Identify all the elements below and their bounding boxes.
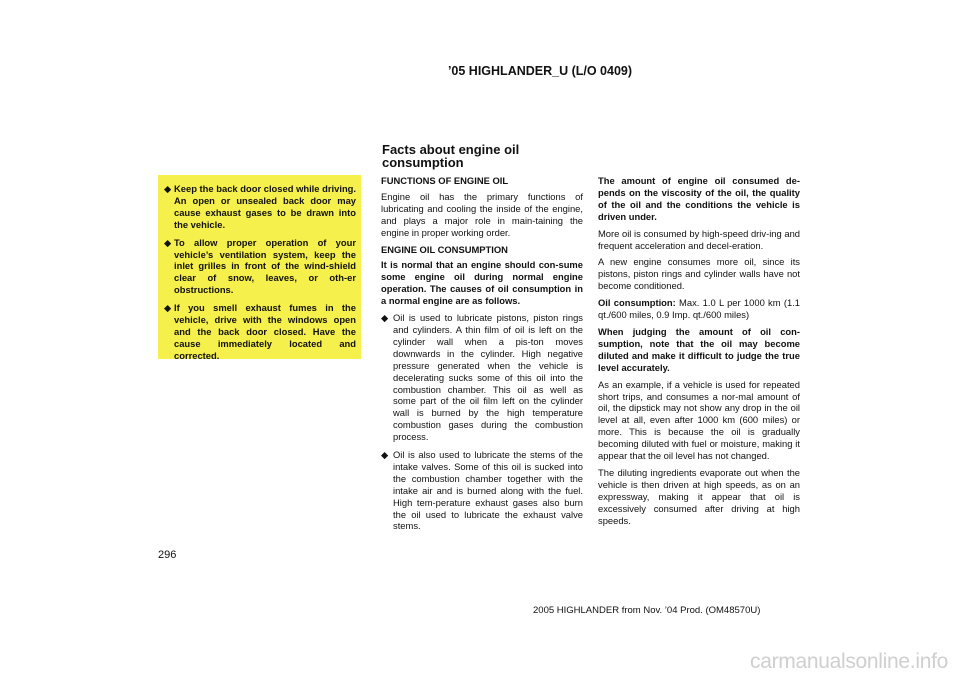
example-text: As an example, if a vehicle is used for repeated short trips, and consumes a nor-mal amount of oil, the dipstick may not show any drop in the oil level at all, even after 1000 km (600 miles) or more. This is because the oil is gradually becoming diluted with fuel or moisture, making it appear that the oil level has not changed. bbox=[598, 378, 800, 462]
driving-note: More oil is consumed by high-speed driv-ing and frequent acceleration and decel-eration. bbox=[598, 227, 800, 251]
diamond-bullet-icon: ◆ bbox=[381, 312, 389, 324]
section-title: Facts about engine oil consumption bbox=[382, 142, 520, 170]
caution-box bbox=[158, 175, 361, 359]
oil-consumption-label: Oil consumption: bbox=[598, 297, 676, 309]
oil-consumption-spec bbox=[598, 297, 800, 321]
watermark-text: carmanualsonline.info bbox=[750, 650, 948, 673]
diamond-bullet-icon: ◆ bbox=[164, 236, 172, 248]
consumption-heading: ENGINE OIL CONSUMPTION bbox=[381, 243, 508, 255]
functions-heading: FUNCTIONS OF ENGINE OIL bbox=[381, 175, 509, 186]
new-engine-note: A new engine consumes more oil, since its pistons, piston rings and cylinder walls have not become conditioned. bbox=[598, 256, 800, 292]
diamond-bullet-icon: ◆ bbox=[381, 449, 389, 461]
cause-item bbox=[381, 449, 583, 532]
document-header: ’05 HIGHLANDER_U (L/O 0409) bbox=[447, 64, 633, 78]
caution-item bbox=[164, 302, 356, 362]
functions-text: Engine oil has the primary functions of lubricating and cooling the inside of the engine, and plays a major role in main-taining the engine in proper working order. bbox=[381, 190, 583, 238]
cause-text: Oil is also used to lubricate the stems of the intake valves. Some of this oil is sucked into the combustion chamber together with the intake air and is burned along with the fuel. High tem-perature exhaust gases also burn the oil used to lubricate the exhaust valve stems. bbox=[393, 449, 583, 532]
consumption-intro: It is normal that an engine should con-sume some engine oil during normal engine operation. The causes of oil consumption in a normal engine are as follows. bbox=[381, 259, 583, 307]
diluting-text: The diluting ingredients evaporate out when the vehicle is then driven at high speeds, as on an expressway, making it appear that oil is excessively consumed after driving at high speeds. bbox=[598, 466, 800, 526]
page-number: 296 bbox=[158, 549, 177, 561]
cause-item bbox=[381, 312, 583, 443]
caution-item-text: Keep the back door closed while driving. An open or unsealed back door may cause exhaust gases to be drawn into the vehicle. bbox=[174, 183, 356, 230]
document-footer: 2005 HIGHLANDER from Nov. ’04 Prod. (OM48570U) bbox=[533, 605, 761, 616]
right-column bbox=[598, 175, 800, 531]
oil-consumption-value: Max. 1.0 L per 1000 km (1.1 qt./600 miles, 0.9 Imp. qt./600 miles) bbox=[598, 297, 800, 321]
caution-item-text: To allow proper operation of your vehicle’s ventilation system, keep the inlet grilles in front of the wind-shield clear of snow, leaves, or oth-er obstructions. bbox=[174, 236, 356, 296]
diamond-bullet-icon: ◆ bbox=[164, 302, 172, 314]
caution-item bbox=[164, 183, 356, 231]
judging-note: When judging the amount of oil con-sumption, note that the oil may become diluted and make it difficult to judge the true level accurately. bbox=[598, 325, 800, 373]
diamond-bullet-icon: ◆ bbox=[164, 183, 172, 194]
caution-item-text: If you smell exhaust fumes in the vehicle, drive with the windows open and the back door closed. Have the cause immediately located and corrected. bbox=[174, 302, 356, 361]
viscosity-note: The amount of engine oil consumed de-pends on the viscosity of the oil, the quality of the oil and the conditions the vehicle is driven under. bbox=[598, 175, 800, 222]
watermark bbox=[0, 644, 960, 678]
middle-column bbox=[381, 175, 583, 538]
cause-text: Oil is used to lubricate pistons, piston rings and cylinders. A thin film of oil is left on the cylinder wall when a pis-ton moves downwards in the cylinder. High negative pressure generated when the vehicle is decelerating sucks some of this oil into the combustion chamber. This oil as well as some part of the oil film left on the cylinder wall is burned by the high temperature combustion gases during the combustion process. bbox=[393, 312, 583, 443]
caution-item bbox=[164, 237, 356, 297]
